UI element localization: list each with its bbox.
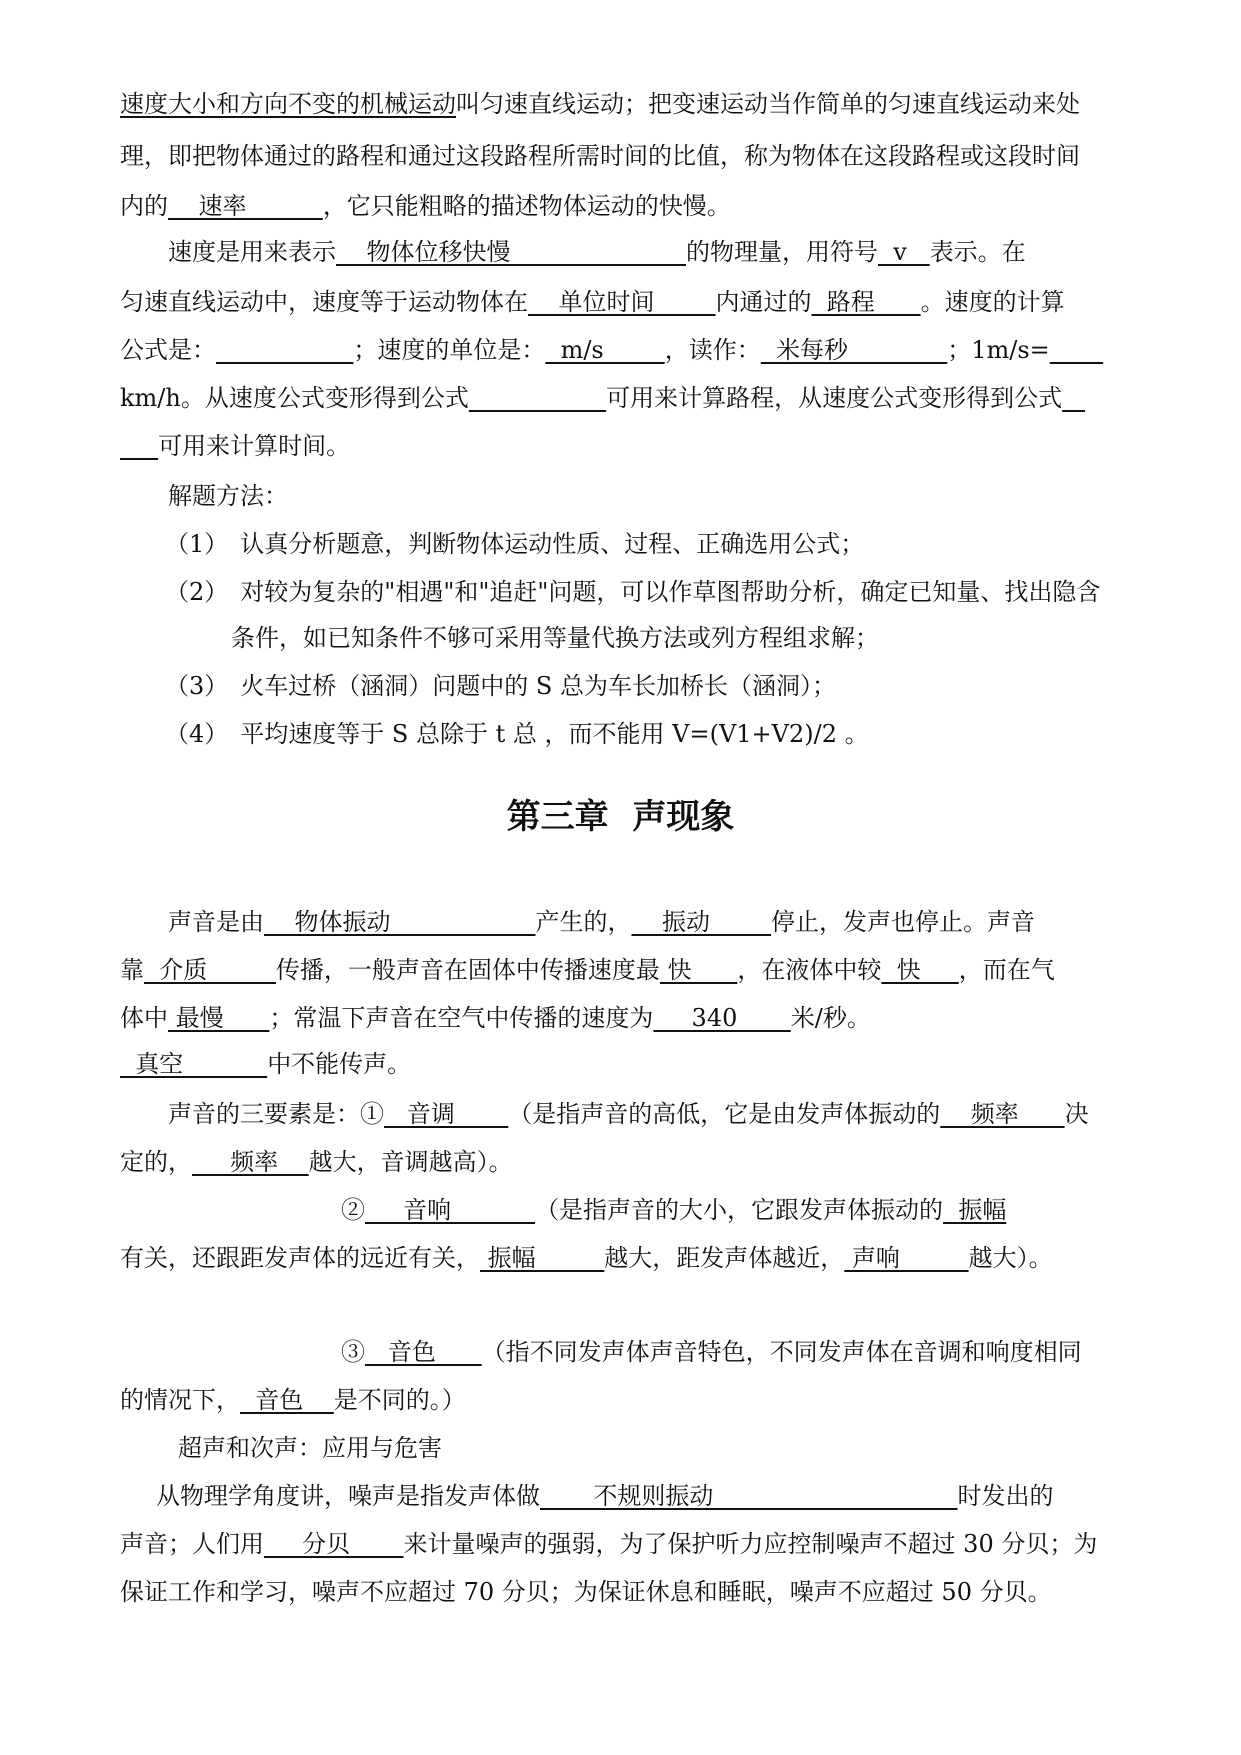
text-run: 声音是由 <box>168 908 264 936</box>
item-number: （1） <box>165 530 229 558</box>
text-run: （是指声音的大小，它跟发声体振动的 <box>535 1196 944 1224</box>
item-number: （3） <box>165 672 229 700</box>
text-run: 匀速直线运动中，速度等于运动物体在 <box>120 288 528 316</box>
text-line <box>341 1336 1241 1368</box>
text-run: 中不能传声。 <box>267 1050 412 1078</box>
fill-blank: 物体振动 <box>264 908 536 936</box>
text-run: 叫匀速直线运动；把变速运动当作简单的匀速直线运动来处 <box>456 90 1080 118</box>
text-run: 可用来计算路程，从速度公式变形得到公式 <box>606 384 1063 412</box>
fill-blank: 路程 <box>811 288 921 316</box>
fill-blank <box>1050 336 1103 364</box>
text-line <box>120 1384 1130 1416</box>
item-text: 火车过桥（涵洞）问题中的 S 总为车长加桥长（涵洞）； <box>240 672 836 700</box>
text-run: 有关，还跟距发声体的远近有关， <box>120 1244 480 1272</box>
text-run: 表示。在 <box>929 238 1026 266</box>
text-run: ③ <box>341 1338 365 1366</box>
fill-blank: 最慢 <box>168 1004 270 1032</box>
fill-blank: v <box>877 238 930 266</box>
text-line <box>120 954 1130 986</box>
text-line <box>341 1194 1241 1226</box>
text-run: ② <box>341 1196 365 1224</box>
text-run: ，在液体中较 <box>737 956 882 984</box>
text-run: 越大，音调越高）。 <box>308 1148 513 1176</box>
item-text: 认真分析题意，判断物体运动性质、过程、正确选用公式； <box>240 530 865 558</box>
text-run: 。速度的计算 <box>920 288 1065 316</box>
fill-blank: 速率 <box>168 192 323 220</box>
text-line <box>168 1098 1178 1130</box>
text-line <box>120 88 1130 120</box>
fill-blank: 振幅 <box>943 1196 1007 1224</box>
text-line <box>168 236 1178 268</box>
text-run: 来计量噪声的强弱，为了保护听力应控制噪声不超过 30 分贝；为 <box>403 1530 1098 1558</box>
text-line <box>120 382 1130 414</box>
text-run: 决 <box>1064 1100 1089 1128</box>
underlined-term: 速度大小和方向不变的机械运动 <box>120 90 456 118</box>
text-run: ，而在气 <box>958 956 1055 984</box>
item-number: （2） <box>165 578 229 606</box>
fill-blank: 声响 <box>844 1244 969 1272</box>
text-run: 是不同的。） <box>333 1386 466 1414</box>
fill-blank: 音调 <box>384 1100 509 1128</box>
fill-blank: m/s <box>545 336 665 364</box>
text-run: 体中 <box>120 1004 168 1032</box>
fill-blank: 振幅 <box>480 1244 605 1272</box>
text-run: 停止，发声也停止。声音 <box>771 908 1036 936</box>
text-line <box>120 190 1130 222</box>
method-item-4 <box>165 718 1175 750</box>
text-run: 内通过的 <box>715 288 812 316</box>
text-line <box>168 906 1178 938</box>
text-run: 越大）。 <box>968 1244 1053 1272</box>
text-run: 速度是用来表示 <box>168 238 336 266</box>
text-run: ；常温下声音在空气中传播的速度为 <box>269 1004 654 1032</box>
item-text: 对较为复杂的"相遇"和"追赶"问题，可以作草图帮助分析，确定已知量、找出隐含 <box>240 578 1101 606</box>
text-run: 时发出的 <box>957 1482 1054 1510</box>
text-line: 保证工作和学习，噪声不应超过 70 分贝；为保证休息和睡眠，噪声不应超过 50 分贝。 <box>120 1578 1052 1606</box>
text-line <box>120 1528 1130 1560</box>
text-line <box>120 1002 1130 1034</box>
text-run: 公式是： <box>120 336 216 364</box>
text-run: ；速度的单位是： <box>353 336 546 364</box>
text-line <box>120 1242 1130 1274</box>
fill-blank: 真空 <box>120 1050 268 1078</box>
chapter-title: 第三章 声现象 <box>506 797 735 837</box>
fill-blank: 物体位移快慢 <box>336 238 686 266</box>
text-line <box>120 430 1130 462</box>
text-run: 从物理学角度讲，噪声是指发声体做 <box>156 1482 540 1510</box>
fill-blank <box>469 384 606 412</box>
text-run: （指不同发声体声音特色，不同发声体在音调和响度相同 <box>481 1338 1082 1366</box>
text-run: 可用来计算时间。 <box>158 432 351 460</box>
fill-blank: 音色 <box>240 1386 334 1414</box>
method-item-2 <box>165 576 1175 608</box>
fill-blank: 音响 <box>365 1196 536 1224</box>
text-run: 越大，距发声体越近， <box>604 1244 845 1272</box>
fill-blank: 振动 <box>631 908 772 936</box>
text-line <box>120 334 1130 366</box>
text-run: 声音；人们用 <box>120 1530 264 1558</box>
text-run: ；1m/s= <box>947 336 1050 364</box>
method-item-2-cont: 条件，如已知条件不够可采用等量代换方法或列方程组求解； <box>231 624 879 652</box>
fill-blank: 快 <box>881 956 959 984</box>
text-run: 米/秒。 <box>790 1004 871 1032</box>
text-line <box>120 1146 1130 1178</box>
fill-blank: 分贝 <box>264 1530 404 1558</box>
fill-blank: 单位时间 <box>528 288 716 316</box>
method-item-3 <box>165 670 1175 702</box>
item-number: （4） <box>165 720 229 748</box>
fill-blank: 频率 <box>192 1148 309 1176</box>
text-run: （是指声音的高低，它是由发声体振动的 <box>508 1100 941 1128</box>
text-run: 靠 <box>120 956 144 984</box>
fill-blank <box>216 336 353 364</box>
method-item-1 <box>165 528 1175 560</box>
text-line <box>156 1480 1166 1512</box>
text-line <box>120 286 1130 318</box>
fill-blank: 介质 <box>144 956 276 984</box>
text-line: 理，即把物体通过的路程和通过这段路程所需时间的比值，称为物体在这段路程或这段时间 <box>120 142 1080 170</box>
fill-blank <box>120 432 158 460</box>
text-run: 的物理量，用符号 <box>685 238 878 266</box>
text-run: ，它只能粗略的描述物体运动的快慢。 <box>322 192 731 220</box>
text-line <box>120 1048 1130 1080</box>
subheading: 超声和次声：应用与危害 <box>178 1434 442 1462</box>
fill-blank: 340 <box>653 1004 791 1032</box>
fill-blank: 频率 <box>940 1100 1065 1128</box>
text-run: ，读作： <box>664 336 761 364</box>
fill-blank: 米每秒 <box>760 336 948 364</box>
text-run: 产生的， <box>535 908 632 936</box>
text-run: 内的 <box>120 192 168 220</box>
text-run: km/h。从速度公式变形得到公式 <box>120 384 469 412</box>
text-run: 的情况下， <box>120 1386 240 1414</box>
fill-blank: 音色 <box>365 1338 482 1366</box>
item-text: 平均速度等于 S 总除于 t 总 ，而不能用 V=(V1+V2)/2 。 <box>240 720 869 748</box>
fill-blank: 不规则振动 <box>540 1482 958 1510</box>
fill-blank: 快 <box>659 956 738 984</box>
text-run: 声音的三要素是：① <box>168 1100 384 1128</box>
text-run: 传播，一般声音在固体中传播速度最 <box>275 956 660 984</box>
method-title: 解题方法： <box>168 482 288 510</box>
fill-blank <box>1062 384 1085 412</box>
text-run: 定的， <box>120 1148 192 1176</box>
